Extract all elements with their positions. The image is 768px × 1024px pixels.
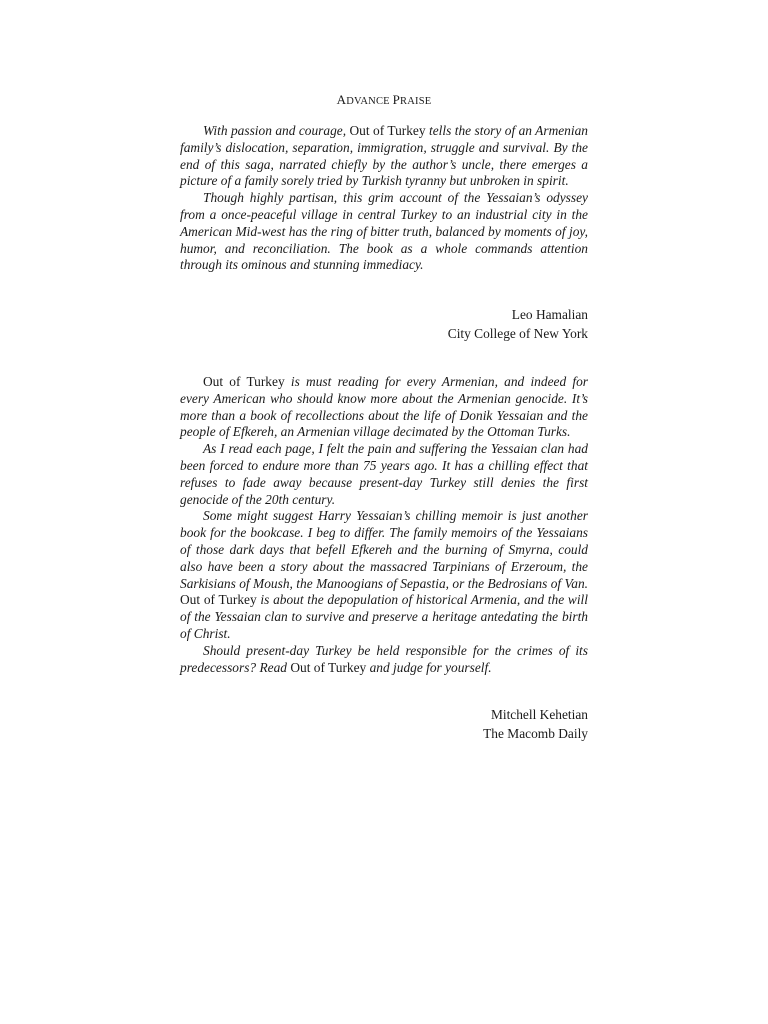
review-1-paragraph-2: Though highly partisan, this grim account of the Yessaian’s odyssey from a once-peaceful village in central Turkey to an industrial city in the American Mid-west has the ring of bitter truth, balanced by moments of joy, humor, and reconciliation. The book as a whole commands attention through its ominous and stunning immediacy. <box>180 190 588 273</box>
review-2-affiliation: The Macomb Daily <box>483 725 588 741</box>
heading-rest-2: RAISE <box>400 96 432 107</box>
review-1-author: Leo Hamalian <box>511 307 588 322</box>
heading-rest-1: DVANCE <box>346 96 393 107</box>
book-title: Out of Turkey <box>180 592 257 608</box>
review-2-paragraph-1 <box>180 374 588 441</box>
review-2-paragraph-4 <box>180 643 588 677</box>
review-2-paragraph-3 <box>180 508 588 642</box>
review-2-attribution <box>180 706 588 743</box>
review-2-p3-before: Some might suggest Harry Yessaian’s chilling memoir is just another book for the bookcase. I beg to differ. The family memoirs of the Yessaians of those dark days that befell Efkereh and the burning of Smyrna, could also have been a story about the massacred Tarpinians of Erzeroum, the Sarkisians of Moush, the Manoogians of Sepastia, or the Bedrosians of Van. <box>180 508 588 591</box>
review-1-p1-after: tells the story of an Armenian family’s dislocation, separation, immigration, struggle and survival. By the end of this saga, narrated chiefly by the author’s uncle, there emerges a picture of a family sorely tried by Turkish tyranny but unbroken in spirit. <box>180 123 588 189</box>
review-1-attribution <box>180 306 588 343</box>
heading-initial-p: P <box>392 92 401 107</box>
review-2-body <box>180 374 588 676</box>
review-2-p4-after: and judge for yourself. <box>369 659 492 675</box>
page-title <box>0 92 768 108</box>
book-title: Out of Turkey <box>290 659 367 675</box>
heading-initial-a: A <box>336 92 347 107</box>
review-1-p1-before: With passion and courage, <box>203 123 347 138</box>
review-2-p1-after: is must reading for every Armenian, and indeed for every American who should know more about the Armenian genocide. It’s more than a book of recollections about the life of Donik Yessaian and the people of Efkereh, an Armenian village decimated by the Ottoman Turks. <box>180 374 589 440</box>
review-1-paragraph-1 <box>180 123 588 190</box>
review-2-p4-before: Should present-day Turkey be held responsible for the crimes of its predecessors? Read <box>180 642 588 675</box>
review-1-affiliation: City College of New York <box>447 325 588 341</box>
book-title: Out of Turkey <box>349 123 426 138</box>
review-1-body <box>180 123 588 274</box>
review-2-paragraph-2: As I read each page, I felt the pain and suffering the Yessaian clan had been forced to endure more than 75 years ago. It has a chilling effect that refuses to fade away because present-day Turkey still denies the first genocide of the 20th century. <box>180 441 588 507</box>
review-2-p3-after: is about the depopulation of historical Armenia, and the will of the Yessaian clan to survive and preserve a heritage antedating the birth of Christ. <box>180 592 588 641</box>
book-title: Out of Turkey <box>203 374 285 389</box>
review-2-author: Mitchell Kehetian <box>490 707 588 722</box>
